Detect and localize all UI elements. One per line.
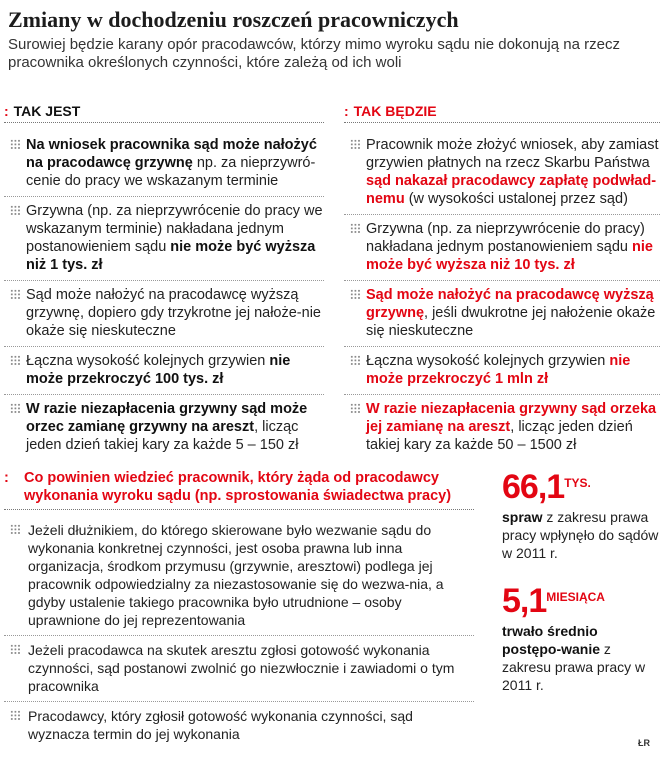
current-law-list xyxy=(4,131,324,460)
body-text: Pracodawcy, który zgłosił gotowość wykonania czynności, sąd wyznacza termin do jej wykonania xyxy=(28,708,413,742)
dot-grid-bullet-icon xyxy=(350,355,361,366)
stat-unit: MIESIĄCA xyxy=(546,590,605,604)
heading-label: TAK JEST xyxy=(13,103,81,119)
body-text: z zakresu prawa pracy wpłynęło do sądów w 2011 r. xyxy=(502,509,659,561)
list-item xyxy=(4,196,324,280)
dot-grid-bullet-icon xyxy=(10,205,21,216)
dot-grid-bullet-icon xyxy=(350,223,361,234)
body-text: , licząc jeden dzień takiej kary za każde 50 – 1500 zł xyxy=(366,419,633,453)
list-item xyxy=(344,346,660,394)
body-text: , licząc jeden dzień takiej kary za każde 5 – 150 zł xyxy=(26,419,299,453)
stat-value: 5,1 xyxy=(502,582,547,620)
body-text: Łączna wysokość kolejnych grzywien xyxy=(366,353,610,369)
highlighted-text: spraw xyxy=(502,509,543,525)
list-item xyxy=(344,214,660,280)
column-current-law xyxy=(4,100,324,460)
highlighted-text: W razie niezapłacenia grzywny sąd może orzec zamianę grzywny na areszt xyxy=(26,401,308,435)
new-law-list xyxy=(344,131,660,460)
highlighted-text: Na wniosek pracownika sąd może nałożyć na pracodawcę grzywnę xyxy=(26,137,317,171)
stat-description xyxy=(502,508,660,562)
list-item xyxy=(344,280,660,346)
body-text: Łączna wysokość kolejnych grzywien xyxy=(26,353,270,369)
highlighted-text: nie może być wyższa niż 1 tys. zł xyxy=(26,239,316,273)
dot-grid-bullet-icon xyxy=(350,289,361,300)
highlighted-text: nie może przekroczyć 1 mln zł xyxy=(366,353,631,387)
column-new-law xyxy=(344,100,660,460)
statistics-panel xyxy=(502,470,660,694)
stat-value: 66,1 xyxy=(502,468,565,506)
body-text: Grzywna (np. za nieprzywrócenie do pracy we wskazanym terminie) nakładana jednym postanowieniem sądu xyxy=(26,203,323,255)
dot-grid-bullet-icon xyxy=(10,524,21,535)
employee-info-section xyxy=(4,469,474,749)
dot-grid-bullet-icon xyxy=(10,644,21,655)
employee-info-list xyxy=(4,516,474,749)
heading-label: TAK BĘDZIE xyxy=(353,103,437,119)
stat-description xyxy=(502,622,660,694)
dots-icon: : xyxy=(344,103,348,119)
highlighted-text: nie może być wyższa niż 10 tys. zł xyxy=(366,239,653,273)
dot-grid-bullet-icon xyxy=(10,403,21,414)
column-heading-new xyxy=(344,100,660,123)
body-text: Pracownik może złożyć wniosek, aby zamiast grzywien płatnych na rzecz Skarbu Państwa xyxy=(366,137,659,171)
column-heading-current xyxy=(4,100,324,123)
highlighted-text: W razie niezapłacenia grzywny sąd orzeka jej zamianę na areszt xyxy=(366,401,657,435)
body-text: (w wysokości ustalonej przez sąd) xyxy=(404,191,628,207)
list-item xyxy=(344,394,660,460)
list-item xyxy=(4,131,324,196)
stat-item xyxy=(502,584,660,694)
dot-grid-bullet-icon xyxy=(10,289,21,300)
body-text: , jeśli dwukrotne jej nałożenie okaże się nieskuteczne xyxy=(366,305,656,339)
page-subtitle: Surowiej będzie karany opór pracodawców, którzy mimo wyroku sądu nie dokonują na rzecz pracownika określonych czynności, które zależą od ich woli xyxy=(8,36,620,71)
body-text: z zakresu prawa pracy w 2011 r. xyxy=(502,641,646,693)
body-text: Jeżeli dłużnikiem, do którego skierowane było wezwanie sądu do wykonania konkretnej czynności, jest osoba prawna lub inna organizacja, środkom przymusu (grzywnie, aresztowi) podlega jej pracownik odpowiedzialny za niezastosowanie się do wezwa-nia, a gdyby ustalenie takiego pracownika było utrudnione – osoby uprawnione do jej reprezentowania xyxy=(28,522,444,628)
page-title: Zmiany w dochodzeniu roszczeń pracowniczych xyxy=(8,7,459,32)
highlighted-text: sąd nakazał pracodawcy zapłatę podwład-nemu xyxy=(366,173,657,207)
author-credit: ŁR xyxy=(638,738,650,748)
stat-item xyxy=(502,470,660,562)
dot-grid-bullet-icon xyxy=(350,403,361,414)
list-item xyxy=(4,394,324,460)
list-item xyxy=(4,280,324,346)
highlighted-text: Sąd może nałożyć na pracodawcę wyższą grzywnę xyxy=(366,287,654,321)
body-text: Sąd może nałożyć na pracodawcę wyższą grzywnę, dopiero gdy trzykrotne jej nałoże-nie okaże się nieskuteczne xyxy=(26,287,321,339)
body-text: Grzywna (np. za nieprzywrócenie do pracy) nakładana jednym postanowieniem sądu xyxy=(366,221,645,255)
highlighted-text: trwało średnio postępo-wanie xyxy=(502,623,601,657)
dot-grid-bullet-icon xyxy=(10,355,21,366)
body-text: Jeżeli pracodawca na skutek aresztu zgłosi gotowość wykonania czynności, sąd postanowi zwolnić go niezwłocznie i zawiadomi o tym pracownika xyxy=(28,642,455,694)
body-text: np. za nieprzywró-cenie do pracy we wskazanym terminie xyxy=(26,155,316,189)
dot-grid-bullet-icon xyxy=(10,139,21,150)
list-item xyxy=(4,516,474,635)
dot-grid-bullet-icon xyxy=(350,139,361,150)
employee-info-heading xyxy=(4,469,474,510)
list-item xyxy=(4,635,474,701)
list-item xyxy=(4,346,324,394)
list-item xyxy=(4,701,474,749)
highlighted-text: nie może przekroczyć 100 tys. zł xyxy=(26,353,291,387)
employee-info-heading-text: Co powinien wiedzieć pracownik, który żąda od pracodawcy wykonania wyroku sądu (np. sprostowania świadectwa pracy) xyxy=(24,470,452,504)
dots-icon: : xyxy=(4,470,8,486)
stat-unit: TYS. xyxy=(564,476,591,490)
dot-grid-bullet-icon xyxy=(10,710,21,721)
dots-icon: : xyxy=(4,103,8,119)
list-item xyxy=(344,131,660,214)
